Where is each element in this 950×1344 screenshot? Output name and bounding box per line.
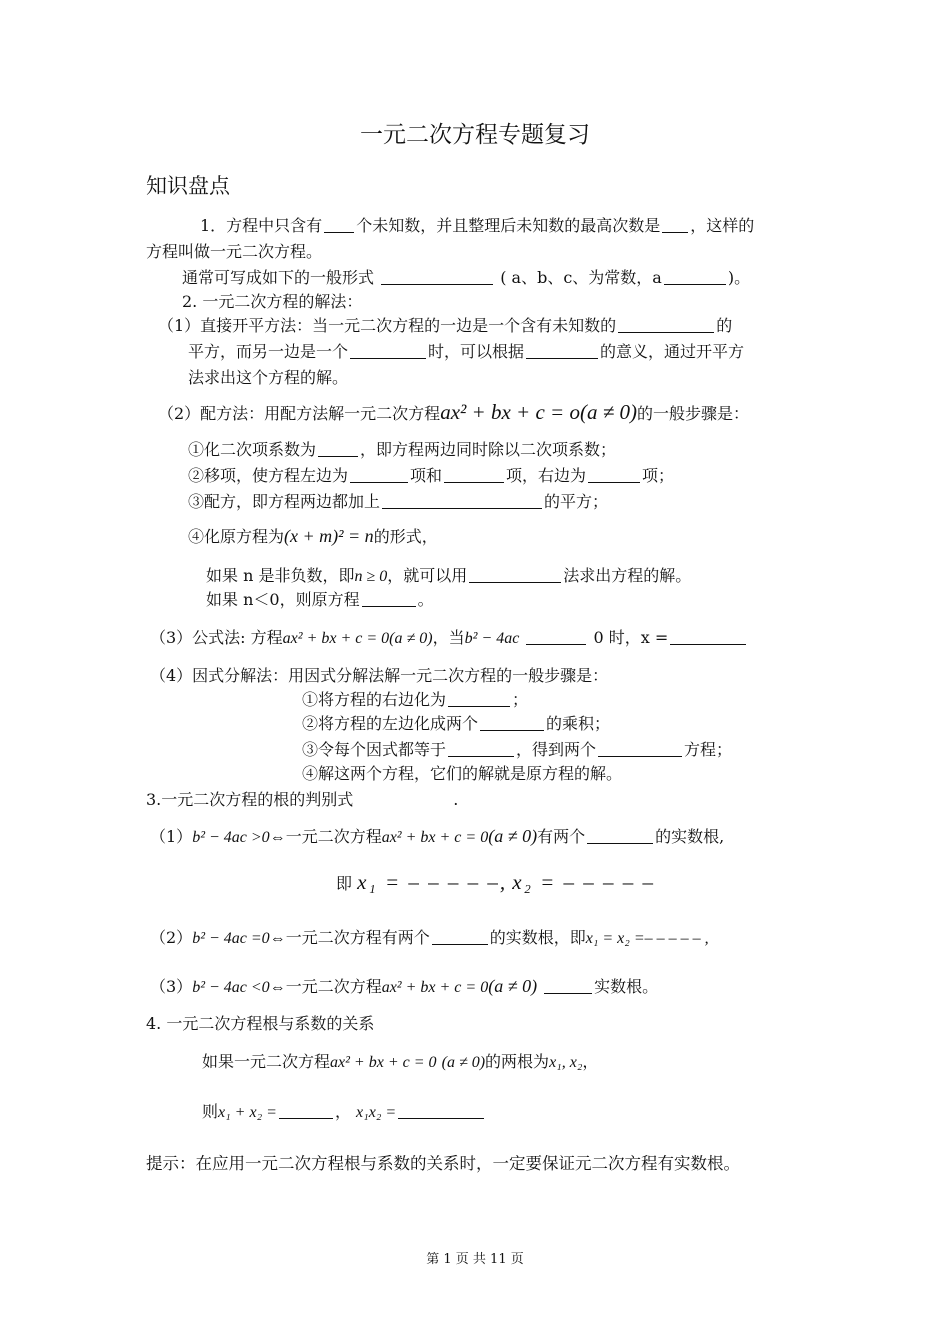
factor-step2: ②将方程的左边化成两个 的乘积； [302,714,611,733]
method1-line1: （1）直接开平方法：当一元二次方程的一边是一个含有未知数的 的 [158,316,733,335]
step2: ②移项，使方程左边为 项和 项，右边为 项； [188,466,675,485]
item3-heading: 3.一元二次方程的根的判别式 . [146,790,459,809]
discriminant-case1-roots: 即 x₁ = – – – – –, x₂ = – – – – – [336,870,656,894]
equation: ax² + bx + c = o [440,400,580,424]
page-title: 一元二次方程专题复习 [360,122,590,148]
method4-line: （4）因式分解法：用因式分解法解一元二次方程的一般步骤是： [150,666,609,685]
item4-heading: 4. 一元二次方程根与系数的关系 [146,1014,375,1033]
step3: ③配方，即方程两边都加上 的平方； [188,492,609,511]
step5: 如果 n 是非负数，即n ≥ 0，就可以用 法求出方程的解。 [206,566,692,585]
method3-line: （3）公式法: 方程ax² + bx + c = 0(a ≠ 0)，当b² − 4ac 0 时，x = [150,628,748,649]
page-footer: 第 1 页 共 11 页 [426,1252,524,1267]
factor-step3: ③令每个因式都等于 ，得到两个 方程； [302,740,733,759]
method1-line2: 平方，而另一边是一个 时，可以根据 的意义，通过开平方 [188,342,745,361]
step1: ①化二次项系数为 ，即方程两边同时除以二次项系数； [188,440,617,459]
section-heading: 知识盘点 [146,174,230,198]
discriminant-case3: （3）b² − 4ac <0⇔一元二次方程ax² + bx + c = 0(a ≠ 0) 实数根。 [150,976,659,996]
method1-line3: 法求出这个方程的解。 [188,368,349,387]
step4: ④化原方程为(x + m)² = n的形式， [188,526,438,546]
item2-heading: 2. 一元二次方程的解法： [182,292,363,311]
step6: 如果 n＜0，则原方程 。 [206,590,434,609]
factor-step4: ④解这两个方程，它们的解就是原方程的解。 [302,764,623,783]
item1-line2: 方程叫做一元二次方程。 [146,242,323,261]
item1-line1: 1．方程中只含有 个未知数，并且整理后未知数的最高次数是 ，这样的 [200,216,755,235]
discriminant-case2: （2）b² − 4ac =0⇔一元二次方程有两个 的实数根，即x₁ = x₂ =– – – – – , [150,928,709,947]
item1-line3: 通常可写成如下的一般形式 ( a、b、c、为常数，a )。 [182,268,751,287]
vieta-line2: 则x₁ + x₂ = ， x₁x₂ = [202,1102,486,1123]
discriminant-case1: （1）b² − 4ac >0⇔一元二次方程ax² + bx + c = 0(a ≠ 0)有两个 的实数根, [150,826,725,846]
vieta-line1: 如果一元二次方程ax² + bx + c = 0 (a ≠ 0)的两根为x₁, x₂， [202,1052,599,1071]
factor-step1: ①将方程的右边化为 ； [302,690,529,709]
method2-line: （2）配方法：用配方法解一元二次方程ax² + bx + c = o(a ≠ 0)的一般步骤是： [158,400,749,424]
tip-text: 提示：在应用一元二次方程根与系数的关系时，一定要保证元二次方程有实数根。 [146,1154,740,1173]
